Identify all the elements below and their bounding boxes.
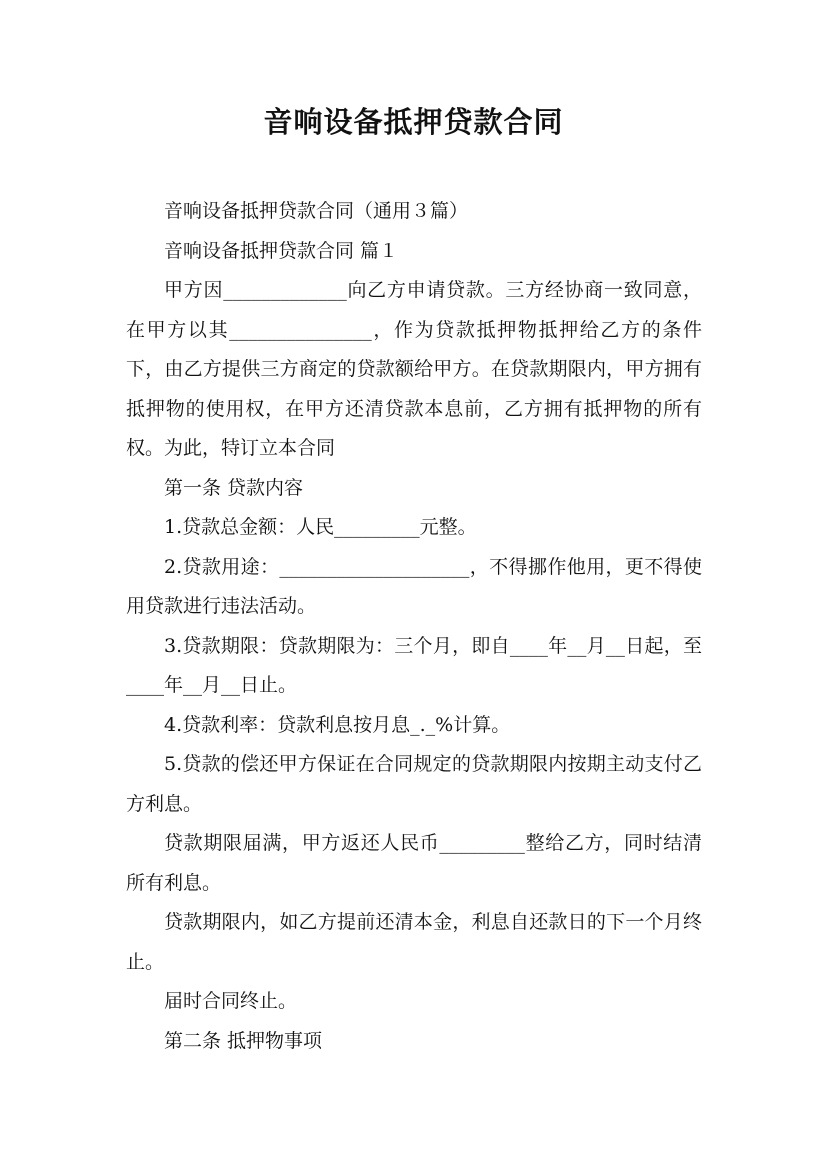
clause-paragraph: 贷款期限届满，甲方返还人民币_________整给乙方，同时结清所有利息。 [126,832,702,894]
document-body [126,192,702,1061]
article-heading: 第二条 抵押物事项 [164,1029,323,1052]
clause-paragraph: 2.贷款用途：____________________，不得挪作他用，更不得使用贷款进行违法活动。 [126,555,702,617]
clause-paragraph: 3.贷款期限：贷款期限为：三个月，即自____年__月__日起，至____年__月__日止。 [126,634,702,696]
clause-paragraph: 届时合同终止。 [164,990,298,1012]
subtitle-paragraph: 音响设备抵押贷款合同（通用３篇） [164,200,469,222]
intro-paragraph: 甲方因_____________向乙方申请贷款。三方经协商一致同意，在甲方以其_______________，作为贷款抵押物抵押给乙方的条件下，由乙方提供三方商定的贷款额给甲方。在贷款期限内，甲方拥有抵押物的使用权，在甲方还清贷款本息前，乙方拥有抵押物的所有权。为此，特订立本合同 [126,279,702,459]
article-heading: 第一条 贷款内容 [164,476,304,499]
clause-paragraph: 贷款期限内，如乙方提前还清本金，利息自还款日的下一个月终止。 [126,911,702,973]
clause-paragraph: 1.贷款总金额：人民_________元整。 [164,516,477,538]
section-heading: 音响设备抵押贷款合同 篇１ [164,239,399,262]
clause-paragraph: 4.贷款利率：贷款利息按月息_._%计算。 [164,713,511,736]
document-title: 音响设备抵押贷款合同 [263,105,564,139]
clause-paragraph: 5.贷款的偿还甲方保证在合同规定的贷款期限内按期主动支付乙方利息。 [126,753,702,815]
